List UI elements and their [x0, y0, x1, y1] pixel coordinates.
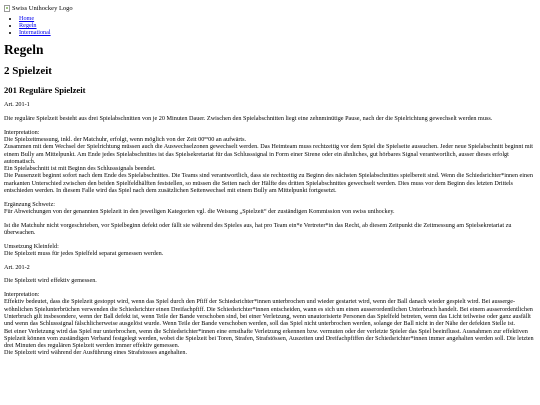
- nav-link-international[interactable]: International: [19, 29, 51, 37]
- rule-paragraph: Die Spielzeit wird effektiv gemessen.: [4, 277, 97, 285]
- nav-item-home: [19, 15, 536, 22]
- nav-link-regeln[interactable]: Regeln: [19, 22, 37, 30]
- broken-image-icon: [4, 5, 10, 12]
- nav-item-regeln: [19, 22, 536, 29]
- rule-paragraph: Die reguläre Spielzeit besteht aus drei Spielabschnitten von je 20 Minuten Dauer. Zwischen den Spielabschnitten liegt eine zehnminütige Pause, nach der die Spielrichtung gewechselt werden muss.: [4, 114, 493, 122]
- article-number: Art. 201-2: [4, 263, 30, 271]
- logo-alt-text: Swiss Unihockey Logo: [12, 4, 73, 12]
- interpretation-block: Interpretation: Die Spielzeitmessung, inkl. der Matchuhr, erfolgt, wenn möglich von der Zeit 00ºº00 an aufwärts. Zusammen mit dem Wechsel der Spielrichtung müssen auch die Auswechselzonen gewechselt werden. Das Heimteam muss rechtzeitig vor dem Spiel die Spielseite aussuchen. Jeder neue Spielabschnitt beginnt mit einem Bully am Mittelpunkt. Am Ende jedes Spielabschnittes ist das Spielsekretariat für das Schlusssignal in Form einer Sirene oder ein ähnliches, gut hörbares Signal verantwortlich, ausser dieses erfolgt automatisch. Ein Spielabschnitt ist mit Beginn des Schlusssignals beendet. Die Pausenzeit beginnt sofort nach dem Ende des Spielabschnittes. Die Teams sind verantwortlich, dass sie rechtzeitig zu Beginn des nächsten Spielabschnittes spielbereit sind. Wenn die Schiedsrichter*innen einen markanten Unterschied zwischen den beiden Spielfeldhälften feststellen, so müssen die Seiten nach der Hälfte des dritten Spielabschnittes gewechselt werden. Dies muss vor dem Beginn des letzten Drittels entschieden werden. In diesem Falle wird das Spiel nach dem zusätzlichen Seitenwechsel mit einem Bully am Mittelpunkt fortgesetzt.: [4, 128, 533, 195]
- subsection-heading: 201 Reguläre Spielzeit: [4, 85, 86, 96]
- nav-item-international: [19, 29, 536, 36]
- nav-link-home[interactable]: Home: [19, 15, 35, 22]
- smallfield-implementation-block: Umsetzung Kleinfeld: Die Spielzeit muss für jedes Spielfeld separat gemessen werden.: [4, 242, 164, 257]
- site-logo: [4, 4, 536, 13]
- interpretation-block: Interpretation: Effektiv bedeutet, dass die Spielzeit gestoppt wird, wenn das Spiel durch den Pfiff der Schiedsrichter*innen unterbrochen und wieder gestartet wird, wenn der Ball danach wieder gespielt wird. Bei aussergewöhnlichen Spielunterbrüchen verwenden die Schiedsrichter einen Dreifachpfiff. Die Schiedsrichter*innen entscheiden, wann es sich um einen ausserordentlichen Unterbruch handelt. Bei einem ausserordentlichen Unterbruch gilt insbesondere, wenn der Ball defekt ist, wenn Teile der Bande verschoben sind, bei einer Verletzung, wenn unautorisierte Personen das Spielfeld betreten, wenn das Licht teilweise oder ganz ausfällt und wenn das Schlusssignal fälschlicherweise ausgelöst wurde. Wenn Teile der Bande verschoben werden, soll das Spiel nicht unterbrochen werden, solange der Ball nicht in der Nähe der defekten Stelle ist. Bei einer Verletzung wird das Spiel nur unterbrochen, wenn die Schiedsrichter*innen eine ernsthafte Verletzung erkennen bzw. vermuten oder der verletzte Spieler das Spiel beeinflusst. Ausnahmen zur effektiven Spielzeit können vom zuständigen Verband festgelegt werden, wobei die Spielzeit bei Toren, Strafen, Strafstössen, Auszeiten und Dreifachpfiffen der Schiedsrichter*innen immer angehalten werden soll. Die letzten drei Minuten des regulären Spielzeit werden immer effektiv gemessen. Die Spielzeit wird während der Ausführung eines Strafstosses angehalten.: [4, 291, 534, 357]
- page-title: Regeln: [4, 42, 44, 58]
- section-heading: 2 Spielzeit: [4, 65, 52, 78]
- article-number: Art. 201-1: [4, 101, 30, 109]
- swiss-supplement-block: Ergänzung Schweiz: Für Abweichungen von der genannten Spielzeit in den jeweiligen Kategorien vgl. die Weisung „Spielzeit“ der zuständigen Kommission von swiss unihockey.: [4, 200, 395, 216]
- rule-paragraph: Ist die Matchuhr nicht vorgeschrieben, vor Spielbeginn defekt oder fällt sie während des Spieles aus, hat pro Team ein*e Vertreter*in das Recht, ab diesem Zeitpunkt die Zeitmessung am Spielsekretariat zu überwachen.: [4, 221, 512, 236]
- main-nav: [4, 15, 536, 36]
